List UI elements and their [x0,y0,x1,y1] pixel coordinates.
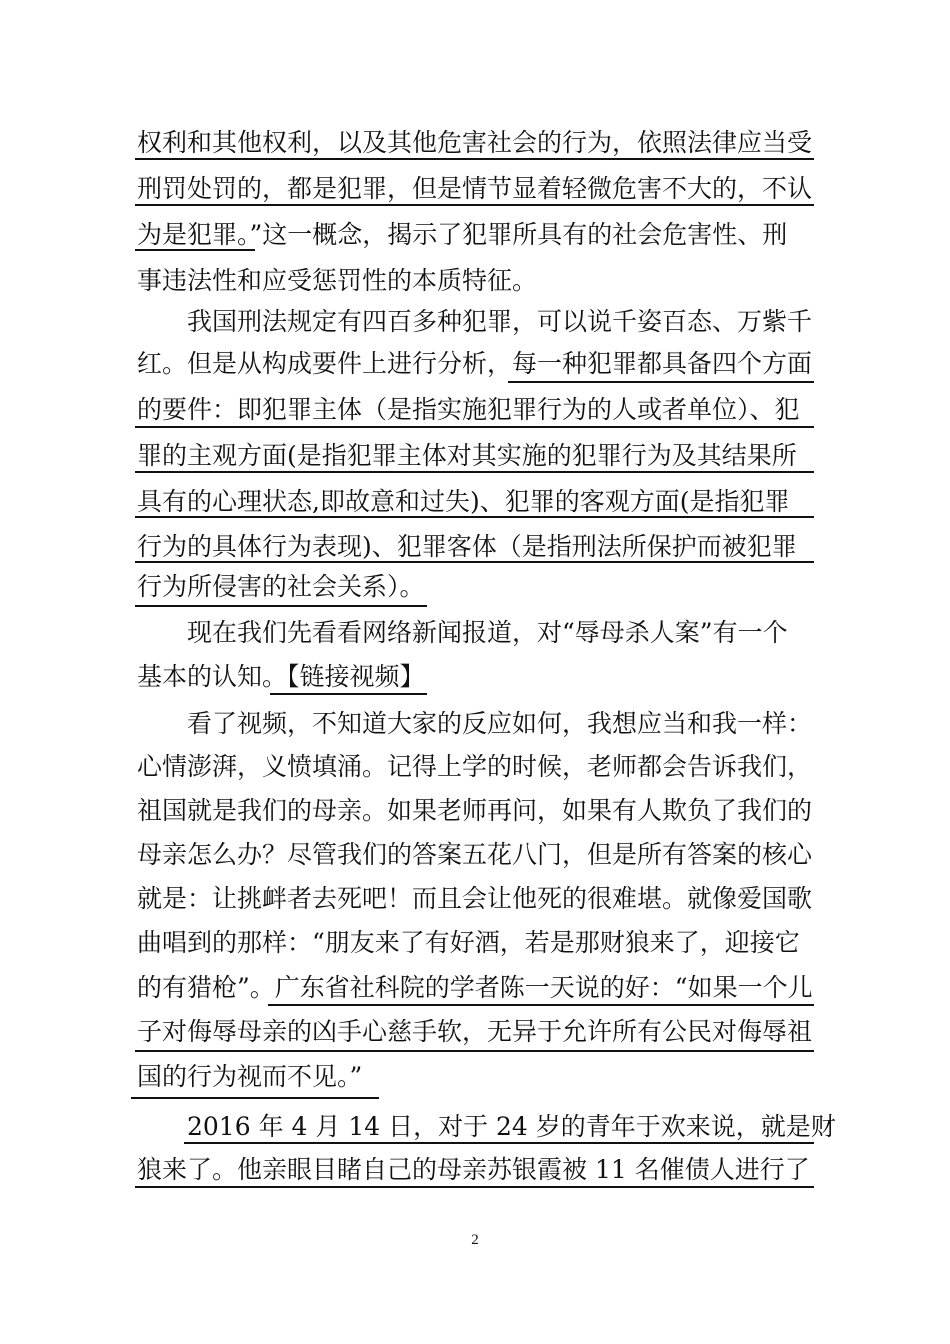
text-line: 罪的主观方面(是指犯罪主体对其实施的犯罪行为及其结果所 [137,441,797,470]
underline-mark [135,561,814,563]
underline-mark [270,693,427,695]
underline-mark [135,204,814,206]
underline-mark [135,249,255,251]
text-line: 母亲怎么办？尽管我们的答案五花八门，但是所有答案的核心 [137,840,813,869]
text-line: 心情澎湃，义愤填涌。记得上学的时候，老师都会告诉我们， [137,752,813,781]
underline-mark [131,1097,379,1099]
text-line: 狼来了。他亲眼目睹自己的母亲苏银霞被 11 名催债人进行了 [137,1155,810,1184]
underline-mark [135,426,814,428]
text-line: 的有猎枪”。广东省社科院的学者陈一天说的好：“如果一个儿 [137,973,813,1002]
text-line: 行为所侵害的社会关系）。 [137,572,425,601]
underline-mark [184,1142,814,1144]
text-line: 具有的心理状态,即故意和过失)、犯罪的客观方面(是指犯罪 [137,487,790,516]
text-line: 子对侮辱母亲的凶手心慈手软，无异于允许所有公民对侮辱祖 [137,1017,813,1046]
text-line: 2016 年 4 月 14 日，对于 24 岁的青年于欢来说，就是财 [187,1112,836,1141]
text-line: 的要件：即犯罪主体（是指实施犯罪行为的人或者单位）、犯 [137,395,800,424]
text-line: 就是：让挑衅者去死吧！而且会让他死的很难堪。就像爱国歌 [137,884,813,913]
page-number: 2 [471,1232,479,1248]
text-line: 为是犯罪。”这一概念，揭示了犯罪所具有的社会危害性、刑 [137,220,788,249]
underline-mark [135,471,814,473]
text-line: 基本的认知。【链接视频】 [137,662,425,691]
text-line: 国的行为视而不见。” [137,1062,363,1091]
underline-mark [135,158,814,160]
text-line: 红。但是从构成要件上进行分析，每一种犯罪都具备四个方面 [137,349,813,378]
underline-mark [135,1050,814,1052]
text-line: 现在我们先看看网络新闻报道，对“辱母杀人案”有一个 [187,618,788,647]
underline-mark [135,516,814,518]
text-line: 我国刑法规定有四百多种犯罪，可以说千姿百态、万紫千 [187,307,813,336]
text-line: 刑罚处罚的，都是犯罪，但是情节显着轻微危害不大的，不认 [137,174,813,203]
text-line: 曲唱到的那样：“朋友来了有好酒，若是那财狼来了，迎接它 [137,928,800,957]
text-line: 祖国就是我们的母亲。如果老师再问，如果有人欺负了我们的 [137,796,813,825]
text-line: 看了视频，不知道大家的反应如何，我想应当和我一样： [187,709,813,738]
underline-mark [508,381,814,383]
underline-mark [135,605,427,607]
text-line: 权利和其他权利，以及其他危害社会的行为，依照法律应当受 [137,128,813,157]
text-line: 事违法性和应受惩罚性的本质特征。 [137,266,538,295]
underline-mark [268,1004,814,1006]
underline-mark [135,1186,814,1188]
text-line: 行为的具体行为表现)、犯罪客体（是指刑法所保护而被犯罪 [137,532,797,561]
